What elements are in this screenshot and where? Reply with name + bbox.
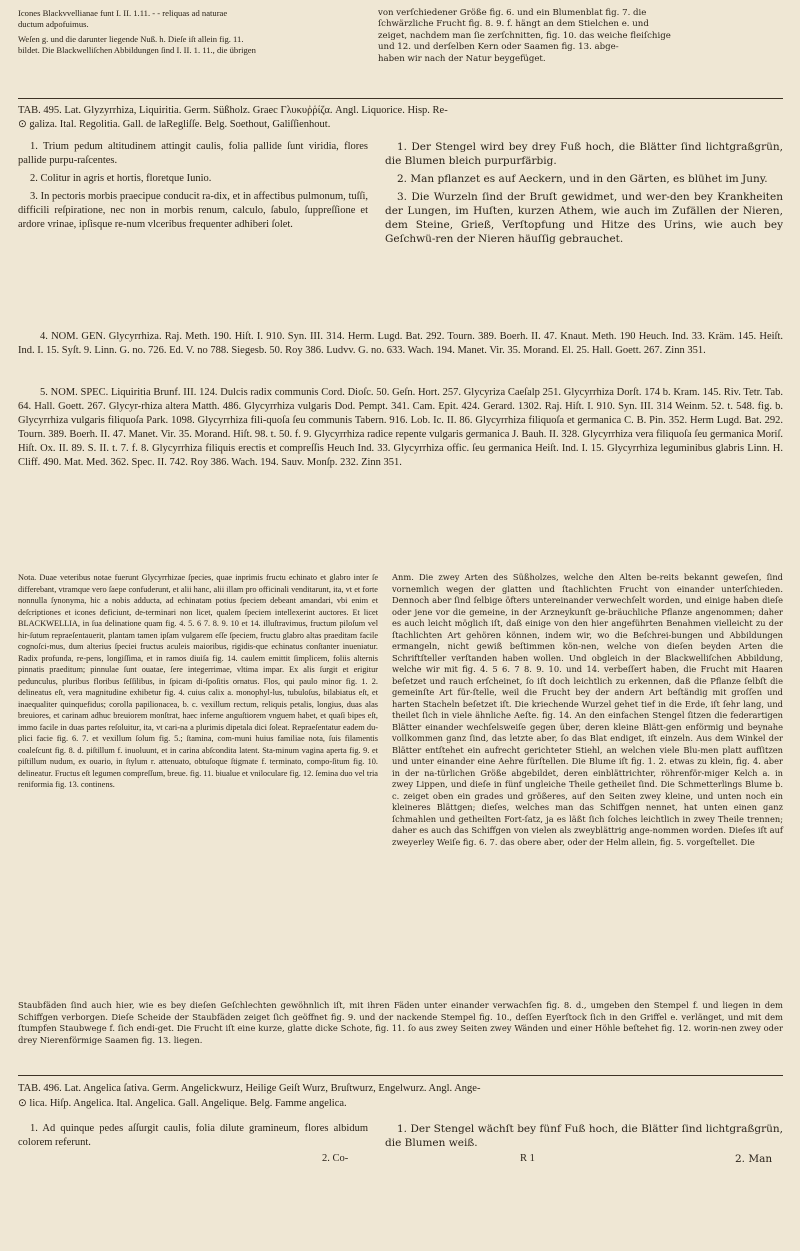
top-left-line-2: ductum adpofuimus. [18, 19, 89, 30]
tab-495-latin-para-1: 1. Trium pedum altitudinem attingit caulis, folia pallide ſunt viridia, flores pallide purpu-raſcentes. [18, 141, 368, 166]
tab-495-nom-spec: 5. NOM. SPEC. Liquiritia Brunf. III. 124. Dulcis radix communis Cord. Dioſc. 50. Geſn. Hort. 257. Glycyriza Caeſalp 251. Glycyrrhiza Dorſt. 174 b. Kram. 145. Riv. Tetr. Tab. 64. Hall. Goett. 267. Glycyr-rhiza altera Matth. 486. Glycyrrhiza vulgaris Dod. Pempt. 341. Cam. Epit. 424. Gerard. 1302. Raj. Hiſt. I. 910. Syn. III. 314 Weinm. 52. t. 548. fig. b. Glycyrrhiza vulgaris filiquoſa Park. 1098. Glycyrrhiza fili-quoſa ſeu communis Tabern. 916. Lob. Ic. II. 86. Glycyrrhiza filiquoſa et germanica C. B. Pin. 352. Herm Lugd. Bat. 292. Tourn. 389. Boerh. II. 47. Manet. Vir. 35. Morand. Hiſt. 98. t. 50. f. 9. Glycyrrhiza radice repente vulgaris germanica J. Bauh. II. 328. Glycyrrhiza vera filiquoſa ſeu germanica Moriſ. Hiſt. Ox. II. 89. S. II. t. 7. f. 8. Glycyrrhiza filiquis erectis et compreſſis Heuch Ind. 33. Glycyrrhiza offic. ſeu germanica Heiſt. Ind. I. 15. Glycyrrhiza leguminibus glabris Linn. H. Cliff. 490. Mat. Med. 362. Spec. II. 742. Roy 386. Wach. 194. Sauv. Monſp. 232. Zinn 351. [18, 387, 783, 468]
top-right-line-4: und 12. und derſelben Kern oder Saamen fig. 13. abge- [378, 42, 619, 53]
top-left-line-1: Icones Blackvvellianae funt I. II. 1.11. - - reliquas ad naturae [18, 8, 228, 18]
signature-mark: R 1 [520, 1153, 535, 1164]
top-right-line-5: haben wir nach der Natur beygefüget. [378, 53, 546, 64]
tab-495-latin-para-2: 2. Colitur in agris et hortis, floretque Iunio. [30, 173, 212, 184]
catchword-left: 2. Co- [322, 1153, 349, 1164]
tab-495-nota-german: Anm. Die zwey Arten des Süßholzes, welche den Alten be-reits bekannt geweſen, ſind vornemlich wegen der glatten und ſtachlichten Frucht von einander unterſchieden. Dennoch aber ſind ſelbige öfters untereinander verwechſelt worden, und einige haben dieſe oder jene vor die gemeine, in der Arzneykunſt ge-bräuchliche Pflanze angenommen; daher es auch leicht möglich iſt, daß einige von den hier angeführten Benahmen vielleicht zu der ſtachlichten Art gehören können, indem wir, wo die Beſchrei-bungen und Abbildungen ermangeln, nicht gewiß beſtimmen kön-nen, welche von dieſen beyden Arten die Schriftſteller verſtanden haben wollen. Und obgleich in der Blackwelliſchen Abbildung, welche wir mit fig. 4. 5 6. 7 8. 9. 10. und 14. verbeſſert haben, die Frucht mit Haaren beſetzet und rauch erſcheinet, ſo iſt doch leichtlich zu erkennen, daß die Pflanze ſelbſt die gemeinſte Art für-ſtelle, weil die Frucht bey der andern Art beſtändig mit groſſen und harten Stacheln beſetzet iſt. Die kriechende Wurzel gehet tief in die Erde, iſt ſehr lang, und theilet ſich in viele ähnliche Aeſte. fig. 14. An den einfachen Stengel ſitzen die federartigen Blätter einander wechſelsweiſe gegen über, deren kleine Blätt-gen enförmig und beynahe vollkommen ganz ſind, das letzte aber, ſo das Blat endiget, iſt einzeln. Aus dem Winkel der Blätter entſtehet ein aufrecht gerichteter Stiehl, an welchen viele Blu-men platt aufſitzen und unter einander eine Aehre fürſtellen. Die Blume iſt fig. 1. 2. etwas zu klein, fig. 4. aber in der na-türlichen Größe abgebildet, deren einblättrichter, röhrenför-miger Kelch a. in zwey Lippen, und dieſe in fünf ungleiche Theile getheilet ſind. Die Schmetterlings Blume b. c. zeiget oben ein grades und größeres, auf den Seiten zwey kleine, und unten noch ein kleineres Blättgen; dieſes, welches man das Schiffgen nennet, hat unten einen ganz ſchmahlen und getheilten Fort-ſatz, ja es läßt ſich ſolches leichtlich in zwey Theile trennen; daher es auch das Schiffgen von vielen als zweyblättrig ange-nommen worden. Dieſes iſt auf zweyerley Weiſe fig. 6. 7. das obere aber, oder der Helm allein, fig. 5. vorgeſtellet. Die [392, 572, 783, 847]
tab-496-german-para: 1. Der Stengel wächſt bey fünf Fuß hoch, die Blätter ſind lichtgraßgrün, die Blumen weiß. [385, 1123, 783, 1149]
top-right-line-1: von verſchiedener Größe fig. 6. und ein Blumenblat fig. 7. die [378, 8, 647, 18]
tab-495-german-column [385, 140, 783, 246]
tab-496-latin-para: 1. Ad quinque pedes aſſurgit caulis, folia dilute gramineum, flores albidum colorem referunt. [18, 1123, 368, 1148]
tab-495-german-para-1: 1. Der Stengel wird bey drey Fuß hoch, die Blätter ſind lichtgraßgrün, die Blumen bleich purpurfärbig. [385, 141, 783, 167]
top-right-line-2: ſchwärzliche Frucht fig. 8. 9. f. hängt an dem Stielchen e. und [378, 19, 649, 30]
rule-tab-496 [18, 1075, 783, 1076]
top-left-line-3: Weſen g. und die darunter liegende Nuß. h. Dieſe iſt allein fig. 11. [18, 33, 244, 44]
tab-495-german-para-2: 2. Man pflanzet es auf Aeckern, und in den Gärten, es blühet im Juny. [397, 173, 768, 185]
tab-495-header: TAB. 495. Lat. Glyzyrrhiza, Liquiritia. Germ. Süßholz. Graec Γλυκυῤῥίζα. Angl. Liquorice. Hisp. Re- [18, 105, 448, 116]
tab-495-nota-german-continued: Staubfäden ſind auch hier, wie es bey dieſen Geſchlechten gewöhnlich iſt, mit ihren Fäden unter einander verwachſen fig. 8. d., umgeben den Stempel f. und liegen in dem Schiffgen verborgen. Dieſe Scheide der Staubfäden zeiget ſich geöffnet fig. 9. und der nackende Stempel fig. 10., deſſen Eyerſtock ſich in den Griffel e. verlänget, und mit dem ſtumpfen Staubwege f. ſich endi-get. Die Frucht iſt eine kurze, glatte dicke Schote, fig. 11. ſo aus zwey Seiten zwey Wänden und einer Höhle beſtehet fig. 12. worin-nen zwey oder drey Nierenförmige Saamen fig. 13. liegen. [18, 1000, 783, 1045]
top-left-line-4: bildet. Die Blackwelliſchen Abbildungen ſind I. II. 1. 11., die übrigen [18, 45, 256, 56]
tab-495-german-para-3: 3. Die Wurzeln ſind der Bruſt gewidmet, und wer-den bey Krankheiten der Lungen, im Huſten, kurzen Athem, wie auch im Zufällen der Nieren, dem Steine, Grieß, Verſtopfung und Hitze des Urins, wie auch bey Geſchwü-ren der Nieren häuſſig gebrauchet. [385, 191, 783, 245]
tab-495-nom-gen: 4. NOM. GEN. Glycyrrhiza. Raj. Meth. 190. Hiſt. I. 910. Syn. III. 314. Herm. Lugd. Bat. 292. Tourn. 389. Boerh. II. 47. Knaut. Meth. 190 Heuch. Ind. 33. Kräm. 145. Heiſt. Ind. I. 15. Syſt. 9. Linn. G. no. 726. Ed. V. no 788. Siegesb. 50. Roy 386. Ludvv. G. no. 633. Wach. 194. Manet. Vir. 35. Morand. El. 25. Hall. Goett. 267. Zinn 351. [18, 331, 783, 356]
top-right-line-3: zeiget, nachdem man ſie zerſchnitten, fig. 10. das weiche fleiſchige [378, 30, 671, 41]
tab-495-latin-column [18, 140, 368, 232]
top-right-continuation [378, 8, 783, 65]
tab-495-header-2: ⊙ galiza. Ital. Regolitia. Gall. de laRegliſſe. Belg. Soethout, Galiſſienhout. [18, 119, 331, 130]
top-left-continuation [18, 8, 373, 57]
rule-top [18, 98, 783, 99]
tab-496-header-2: ⊙ lica. Hiſp. Angelica. Ital. Angelica. Gall. Angelique. Belg. Famme angelica. [18, 1098, 347, 1109]
tab-495-nota-latin: Nota. Duae veteribus notae fuerunt Glycyrrhizae ſpecies, quae inprimis fructu echinato et glabro inter ſe differebant, vtramque vero ſaepe confuderunt, et alii hanc, alii illam pro officinali venditarunt, ita, vt et forte nonnulla ſynonyma, hic a nobis adducta, ad echinatam potius ſpeciem debeant amandari, vbi enim et deſcriptiones et icones deficiunt, de-terminari non licet, qualem ſpeciem intellexerint auctores. Et licet BLACKWELLIA, in ſua delinatione quam fig. 4. 5. 6 7. 8. 9. 10 et 14. illuſtravimus, fructum piloſum vel hir-ſutum repraeſentauerit, plantam tamen ipſam vulgarem eſſe ſpeciem, fructu glabro altas praeditam facile cognoſci-mus, dum alterius ſpeciei fructus aculeis maioribus, rigidis-que echinatus conſtanter inueniatur. Radix profunda, re-pens, longiſſima, et in ramos diuiſa fig. 14. caulem emittit ſimplicem, foliis alternis pinnatis praeditum; pinnulae ſunt ouatae, ſere integerrimae, vltima impar. Ex alis ſurgit et erigitur pedunculus, pluribus floribus ſeſſilibus, in ſpicam di-ſpoſitis ornatus. Flos, qui paulo minor fig. 1. 2. delineatus eſt, vera magnitudine exhibetur fig. 4. cuius calix a. monophyl-lus, tubuloſus, bilabiatus eſt, et inaequaliter quinquefidus; corolla papilionacea, b. c. vexillum rectum, reliquis petalis, longius, duas alas breuiores, et carinam adhuc breuiorem monſtrat, haec inferne anguſtiorem vnguem habet, et quaſi bipes eſt, immo facile in duas partes reſoluitur, ita, vt cari-na a plurimis dipetala dici ſoleat. Repraeſentatur eadem du-plici facie fig. 6. 7. et vexillum ſolum fig. 5.; ſtamina, com-muni huius familiae nota, ſuis filamentis coaleſcunt fig. 8. d. piſtillum f. inuoluunt, et in carina abſcondita latent. Sta-minum vagina aperta fig. 9. et piſtillum nudum, ex ouario, in ſtylum r. attenuato, obtuſoque ſtigmate f. terminato, compo-ſitum fig. 10. delineatur. Fructus eſt legumen compreſſum, breue. fig. 11. biualue et vniloculare fig. 12. ſemina duo vel tria reniformia fig. 13. continens. [18, 573, 378, 789]
tab-495-latin-para-3: 3. In pectoris morbis praecipue conducit ra-dix, et in affectibus pulmonum, tuſſi, difficili reſpiratione, nec non in morbis renum, calculo, ſabulo, ſuppreſſione et ardore vrinae, ipſisque re-num vlceribus frequenter adhiberi ſolet. [18, 191, 368, 230]
catchword-right: 2. Man [735, 1153, 773, 1165]
tab-496-header: TAB. 496. Lat. Angelica ſativa. Germ. Angelickwurz, Heilige Geiſt Wurz, Bruſtwurz, Engelwurz. Angl. Ange- [18, 1083, 481, 1094]
